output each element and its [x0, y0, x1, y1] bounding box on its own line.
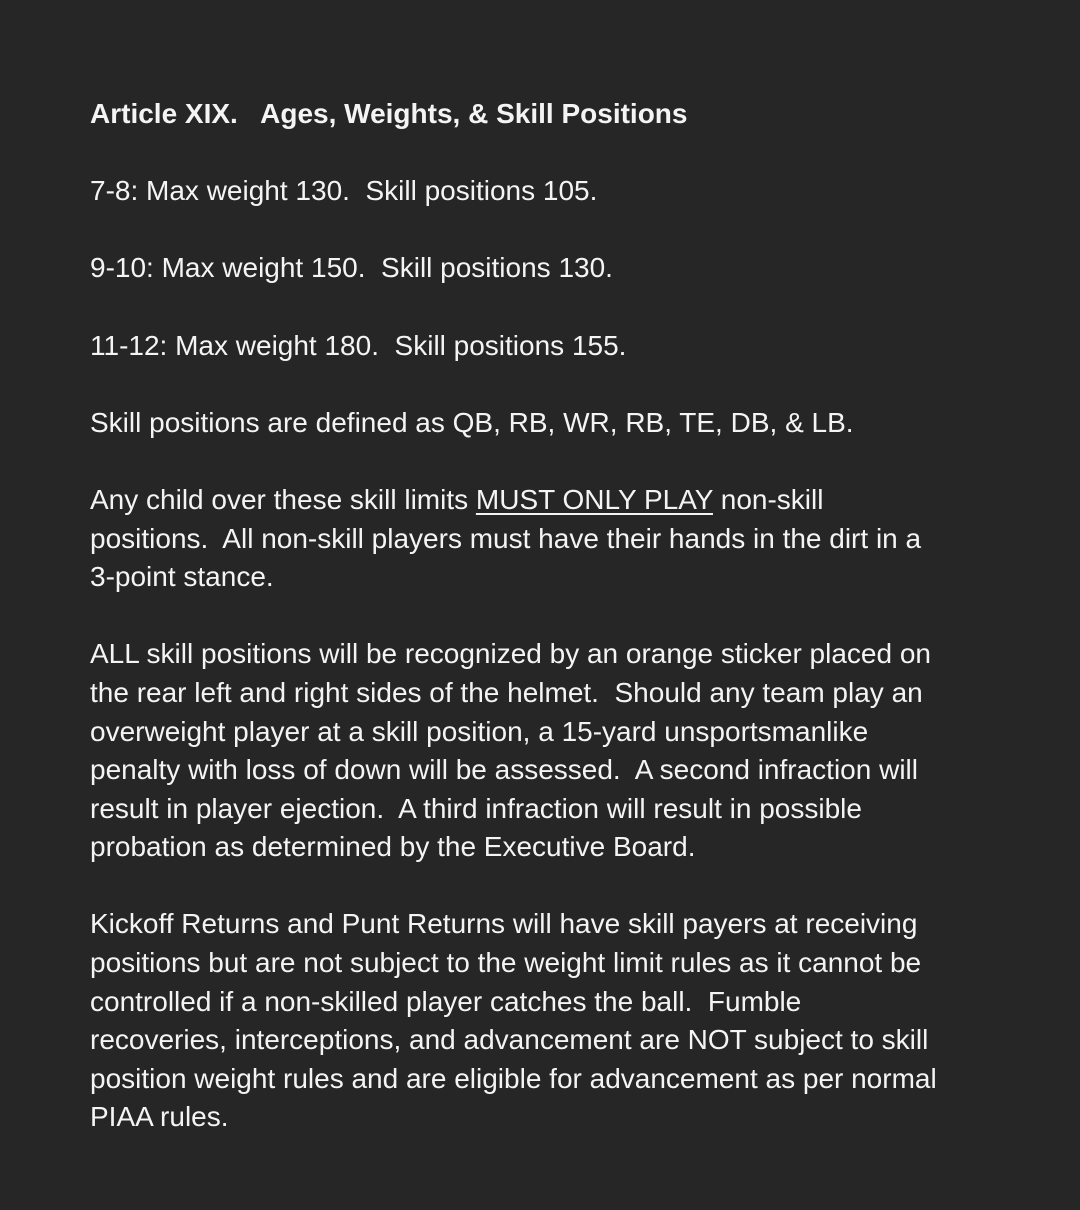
returns-line: positions but are not subject to the weight limit rules as it cannot be	[90, 947, 922, 979]
weight-limit-11-12: 11-12: Max weight 180. Skill positions 155.	[90, 329, 627, 361]
skill-limits-line-1	[90, 481, 1050, 520]
sticker-line: penalty with loss of down will be assessed. A second infraction will	[90, 754, 918, 786]
skill-limits-text: Any child over these skill limits	[90, 483, 476, 515]
returns-paragraph	[90, 905, 1050, 1137]
returns-line: Kickoff Returns and Punt Returns will have skill payers at receiving	[90, 908, 918, 940]
sticker-line: the rear left and right sides of the helmet. Should any team play an	[90, 676, 923, 708]
sticker-line: probation as determined by the Executive Board.	[90, 831, 696, 863]
skill-positions-definition: Skill positions are defined as QB, RB, WR, RB, TE, DB, & LB.	[90, 406, 854, 438]
sticker-line: ALL skill positions will be recognized by an orange sticker placed on	[90, 638, 931, 670]
sticker-line: overweight player at a skill position, a 15-yard unsportsmanlike	[90, 715, 869, 747]
weight-limit-9-10: 9-10: Max weight 150. Skill positions 130.	[90, 252, 613, 284]
weight-limit-7-8: 7-8: Max weight 130. Skill positions 105.	[90, 175, 598, 207]
orange-sticker-paragraph	[90, 635, 1050, 867]
sticker-line: result in player ejection. A third infraction will result in possible	[90, 792, 862, 824]
must-only-play-emphasis: MUST ONLY PLAY	[475, 483, 713, 515]
skill-limits-text-cont: non-skill	[712, 483, 824, 515]
skill-limits-line-2: positions. All non-skill players must have their hands in the dirt in a	[90, 522, 922, 554]
skill-limits-paragraph	[90, 481, 1050, 597]
returns-line: position weight rules and are eligible for advancement as per normal	[90, 1062, 937, 1094]
returns-line: PIAA rules.	[90, 1101, 229, 1133]
article-title: Article XIX. Ages, Weights, & Skill Positions	[90, 98, 688, 129]
article-document	[90, 95, 1050, 1137]
returns-line: recoveries, interceptions, and advancement are NOT subject to skill	[90, 1024, 929, 1056]
returns-line: controlled if a non-skilled player catches the ball. Fumble	[90, 985, 802, 1017]
skill-limits-line-3: 3-point stance.	[90, 561, 274, 593]
